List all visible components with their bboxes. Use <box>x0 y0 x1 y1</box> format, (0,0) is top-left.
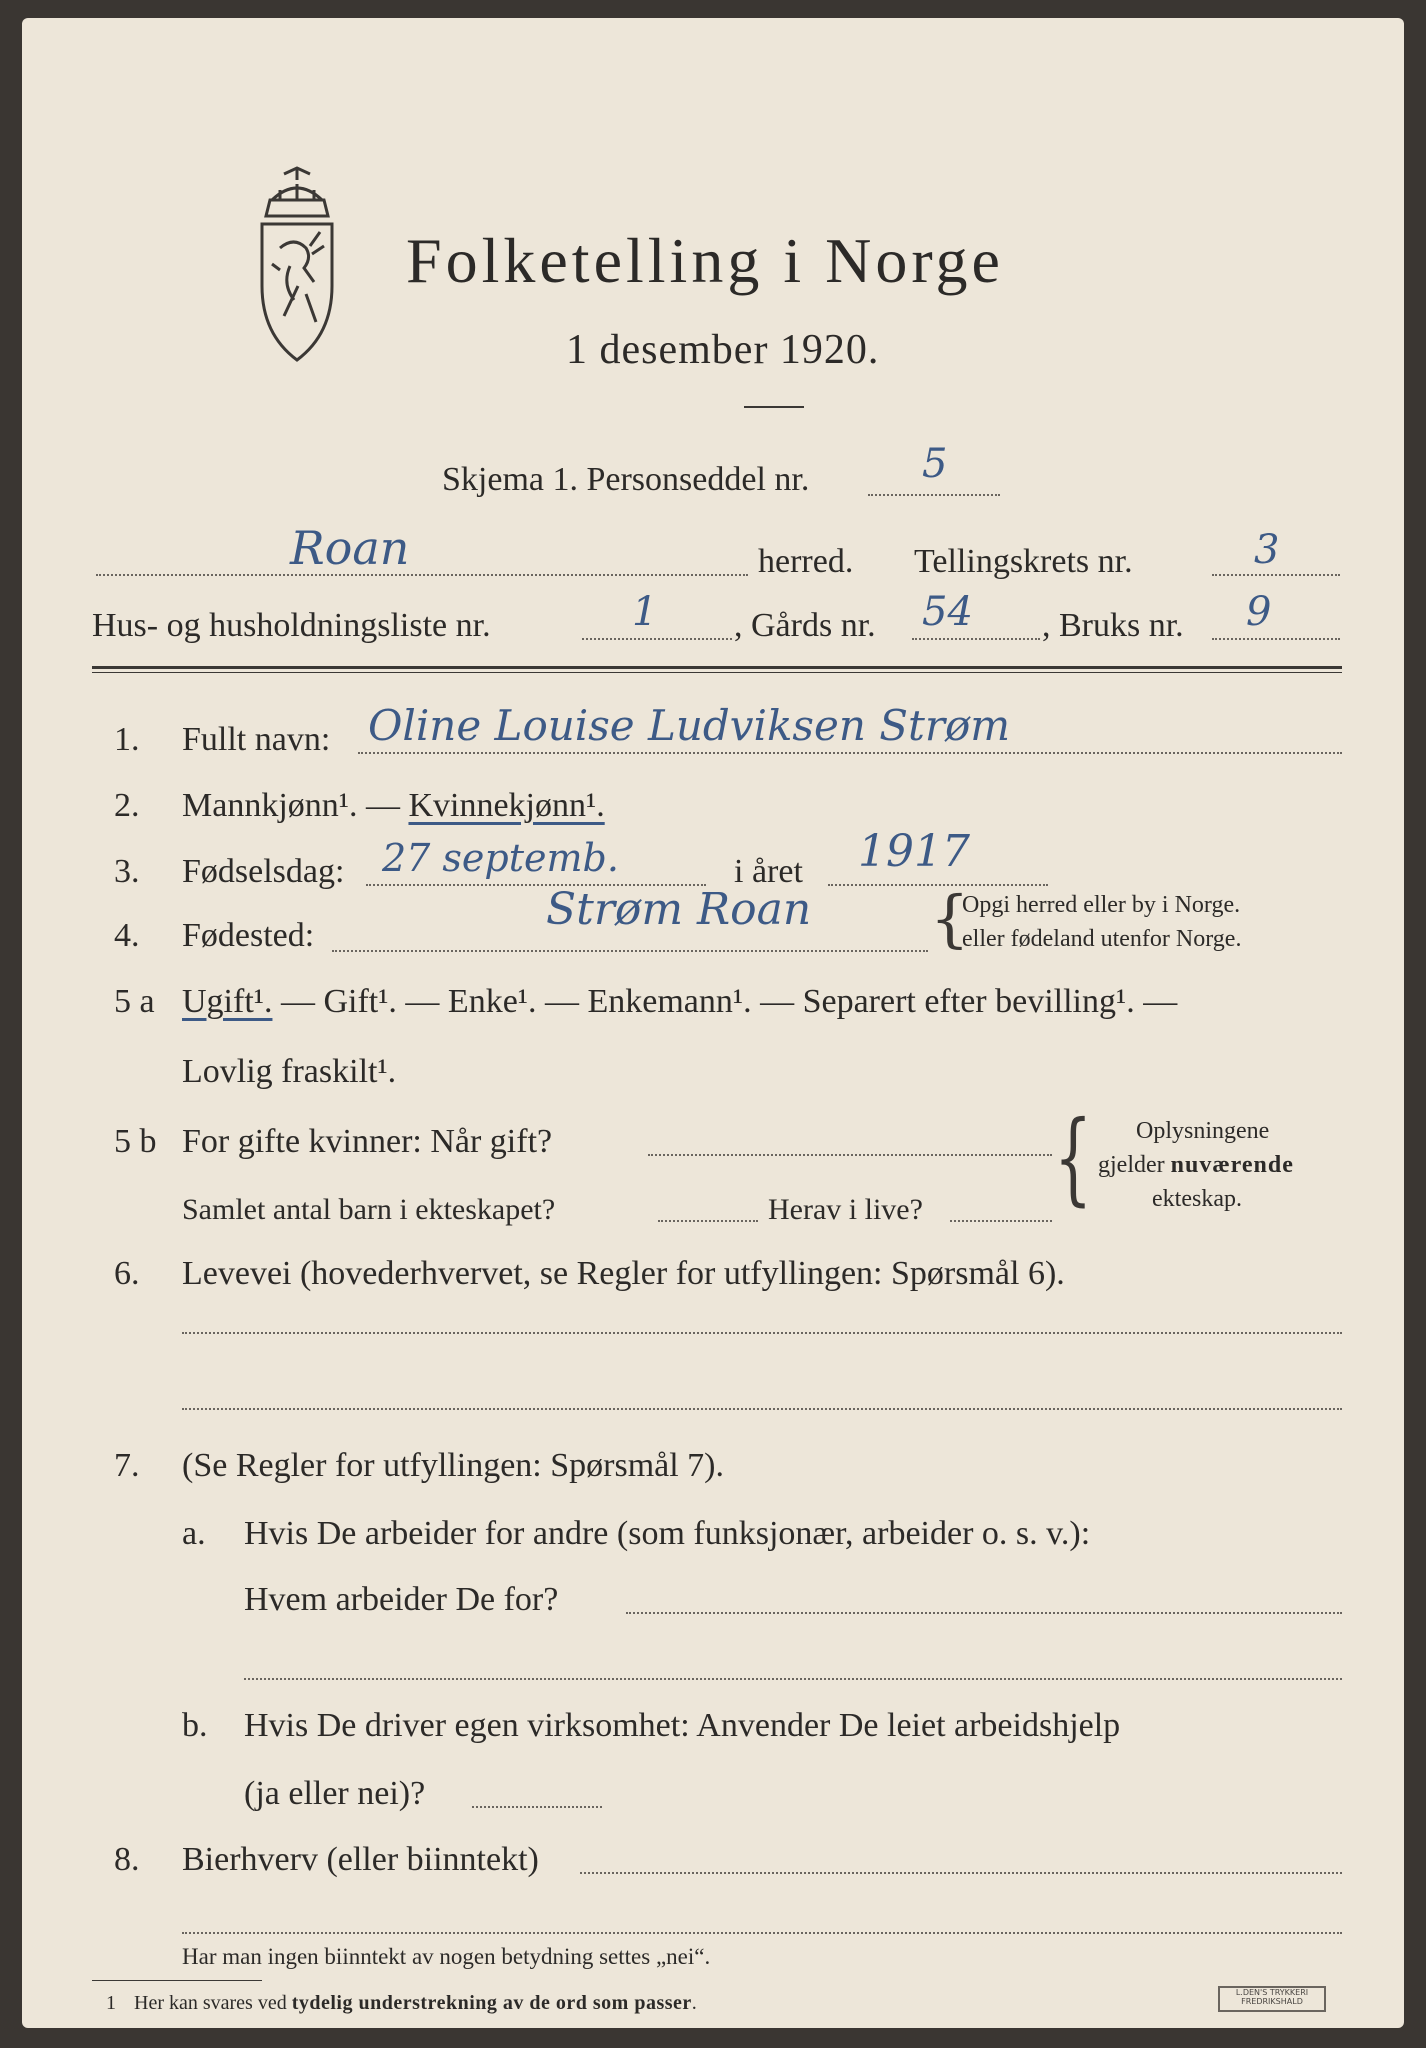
children-alive-label: Herav i live? <box>768 1193 923 1226</box>
q5b-label: For gifte kvinner: Når gift? <box>182 1123 553 1160</box>
personseddel-value: 5 <box>922 441 948 487</box>
q2-sex <box>182 786 605 826</box>
form-title: Folketelling i Norge <box>406 225 1004 296</box>
census-form-page <box>22 18 1404 2028</box>
q5a-options <box>182 982 1177 1022</box>
printer-stamp <box>1218 1986 1326 2012</box>
birthplace-brace: { <box>930 882 970 955</box>
q7a-text: Hvis De arbeider for andre (som funksjonær, arbeider o. s. v.): <box>244 1515 1091 1552</box>
census-date: 1 desember 1920. <box>566 327 880 373</box>
footnote-marker: 1 <box>106 1992 116 2014</box>
employer-field-2[interactable] <box>244 1678 1342 1680</box>
q7b-number: b. <box>182 1707 208 1744</box>
sex-separator: — <box>357 787 409 824</box>
q3-number: 3. <box>114 853 140 890</box>
lovlig-fraskilt-option[interactable]: Lovlig fraskilt¹. <box>182 1053 397 1090</box>
marriage-note-3: ekteskap. <box>1152 1186 1242 1212</box>
marriage-note-2a: gjelder <box>1098 1152 1171 1178</box>
q8-number: 8. <box>114 1841 140 1878</box>
q7-label: (Se Regler for utfyllingen: Spørsmål 7). <box>182 1447 725 1484</box>
gards-value: 54 <box>922 589 973 635</box>
birthday-value: 27 septemb. <box>382 836 619 880</box>
birth-year-value: 1917 <box>858 826 970 877</box>
header-divider-top <box>92 666 1342 669</box>
full-name-value: Oline Louise Ludviksen Strøm <box>368 701 1011 750</box>
q7b-question: (ja eller nei)? <box>244 1775 426 1812</box>
full-name-field[interactable] <box>358 752 1342 754</box>
birthplace-note-1: Opgi herred eller by i Norge. <box>962 892 1241 918</box>
q1-label: Fullt navn: <box>182 721 331 758</box>
gards-field[interactable] <box>912 638 1040 640</box>
husholdningsliste-label: Hus- og husholdningsliste nr. <box>92 607 491 644</box>
marriage-note-2b: nuværende <box>1170 1152 1294 1178</box>
q7-number: 7. <box>114 1447 140 1484</box>
occupation-field-2[interactable] <box>182 1408 1342 1410</box>
title-divider <box>744 406 804 408</box>
employer-field-1[interactable] <box>626 1612 1342 1614</box>
husholdningsliste-field[interactable] <box>582 638 732 640</box>
footnote-text-c: . <box>691 1992 697 2014</box>
q3-label: Fødselsdag: <box>182 853 345 890</box>
marriage-note-2 <box>1098 1150 1294 1180</box>
children-total-label: Samlet antal barn i ekteskapet? <box>182 1193 556 1226</box>
q4-number: 4. <box>114 917 140 954</box>
side-income-field-1[interactable] <box>580 1872 1342 1874</box>
q5a-number: 5 a <box>114 983 155 1020</box>
personseddel-field[interactable] <box>868 494 1000 496</box>
tellingskrets-field[interactable] <box>1212 574 1340 576</box>
bruks-field[interactable] <box>1212 638 1340 640</box>
birth-year-label: i året <box>734 853 803 890</box>
q1-number: 1. <box>114 721 140 758</box>
tellingskrets-value: 3 <box>1254 527 1280 573</box>
q7a-question: Hvem arbeider De for? <box>244 1581 559 1618</box>
q6-number: 6. <box>114 1255 140 1292</box>
q2-number: 2. <box>114 787 140 824</box>
q8-label: Bierhverv (eller biinntekt) <box>182 1841 539 1878</box>
husholdningsliste-value: 1 <box>632 589 658 635</box>
birthplace-field[interactable] <box>332 950 928 952</box>
occupation-field-1[interactable] <box>182 1332 1342 1334</box>
bruks-label: , Bruks nr. <box>1042 607 1184 644</box>
footnote-text-a: Her kan svares ved <box>134 1992 292 2014</box>
q7a-number: a. <box>182 1515 206 1552</box>
children-total-field[interactable] <box>658 1220 758 1222</box>
marital-other-options[interactable]: — Gift¹. — Enke¹. — Enkemann¹. — Separert efter bevilling¹. — <box>272 983 1178 1020</box>
marriage-note-1: Oplysningene <box>1136 1118 1270 1144</box>
herred-label: herred. <box>758 543 854 580</box>
footnote-rule <box>92 1980 262 1981</box>
q5b-number: 5 b <box>114 1123 157 1160</box>
coat-of-arms-icon <box>250 166 344 364</box>
side-income-field-2[interactable] <box>182 1932 1342 1934</box>
footnote <box>106 1988 697 2018</box>
birthplace-note-2: eller fødeland utenfor Norge. <box>962 926 1242 952</box>
q4-label: Fødested: <box>182 917 315 954</box>
q6-label: Levevei (hovederhvervet, se Regler for utfyllingen: Spørsmål 6). <box>182 1255 1065 1292</box>
married-when-field[interactable] <box>648 1154 1052 1156</box>
tellingskrets-label: Tellingskrets nr. <box>914 543 1133 580</box>
skjema-label: Skjema 1. Personseddel nr. <box>442 461 810 498</box>
q7b-text: Hvis De driver egen virksomhet: Anvender De leiet arbeidshjelp <box>244 1707 1121 1744</box>
hired-help-field[interactable] <box>472 1806 602 1808</box>
gards-label: , Gårds nr. <box>734 607 876 644</box>
printer-stamp-line2: FREDRIKSHALD <box>1241 1997 1303 2006</box>
printer-stamp-line1: L.DEN'S TRYKKERI <box>1235 1988 1309 1997</box>
ugift-option[interactable]: Ugift¹. <box>182 983 273 1020</box>
herred-field[interactable] <box>96 574 748 576</box>
children-alive-field[interactable] <box>950 1220 1052 1222</box>
footnote-text-b: tydelig understrekning av de ord som passer <box>291 1992 692 2014</box>
header-divider-bottom <box>92 672 1342 673</box>
herred-value: Roan <box>290 521 410 575</box>
mannkjonn-option[interactable]: Mannkjønn¹. <box>182 787 358 824</box>
kvinnekjonn-option[interactable]: Kvinnekjønn¹. <box>408 787 605 824</box>
bruks-value: 9 <box>1246 589 1272 635</box>
marriage-brace: { <box>1054 1099 1093 1216</box>
birthplace-value: Strøm Roan <box>546 884 812 935</box>
side-income-note: Har man ingen biinntekt av nogen betydning settes „nei“. <box>182 1944 711 1969</box>
